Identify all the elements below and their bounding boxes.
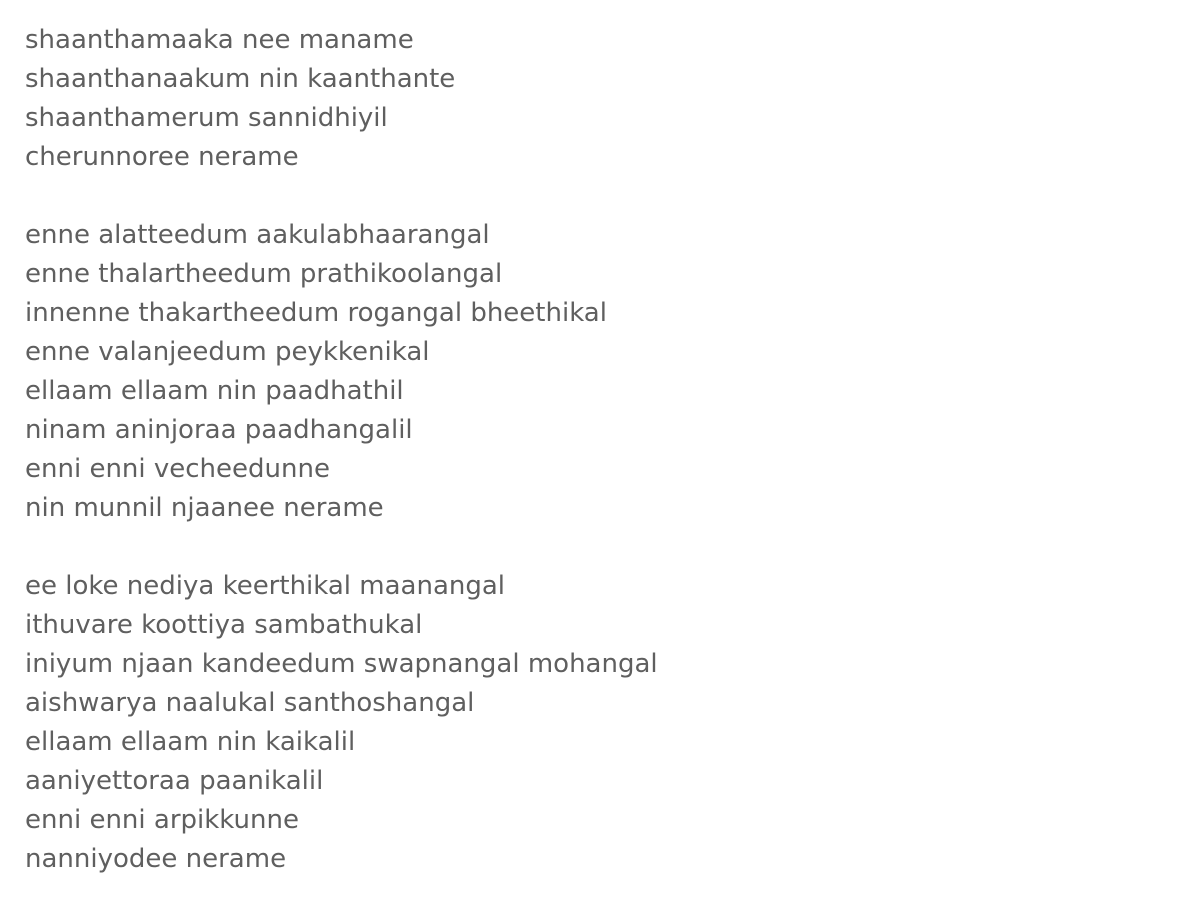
lyric-line: enni enni arpikkunne [25, 805, 299, 835]
lyric-line: shaanthamerum sannidhiyil [25, 103, 388, 133]
lyric-line: nin munnil njaanee nerame [25, 493, 384, 523]
lyric-line: ee loke nediya keerthikal maanangal [25, 571, 506, 601]
stanza-2 [25, 216, 658, 528]
lyric-line: innenne thakartheedum rogangal bheethikal [25, 298, 607, 328]
lyric-line: ellaam ellaam nin kaikalil [25, 727, 356, 757]
lyrics-text [25, 21, 658, 918]
lyric-line: enne valanjeedum peykkenikal [25, 337, 430, 367]
lyric-line: enni enni vecheedunne [25, 454, 330, 484]
lyric-line: aishwarya naalukal santhoshangal [25, 688, 475, 718]
stanza-3 [25, 567, 658, 879]
lyric-line: enne thalartheedum prathikoolangal [25, 259, 503, 289]
lyric-line: iniyum njaan kandeedum swapnangal mohangal [25, 649, 658, 679]
lyric-line: nanniyodee nerame [25, 844, 287, 874]
lyric-line: ellaam ellaam nin paadhathil [25, 376, 404, 406]
lyric-line: aaniyettoraa paanikalil [25, 766, 324, 796]
lyric-line: shaanthamaaka nee maname [25, 25, 414, 55]
lyric-line: cherunnoree nerame [25, 142, 299, 172]
lyric-line: enne alatteedum aakulabhaarangal [25, 220, 490, 250]
lyric-line: ithuvare koottiya sambathukal [25, 610, 423, 640]
stanza-1 [25, 21, 658, 177]
lyric-line: ninam aninjoraa paadhangalil [25, 415, 413, 445]
lyric-line: shaanthanaakum nin kaanthante [25, 64, 456, 94]
